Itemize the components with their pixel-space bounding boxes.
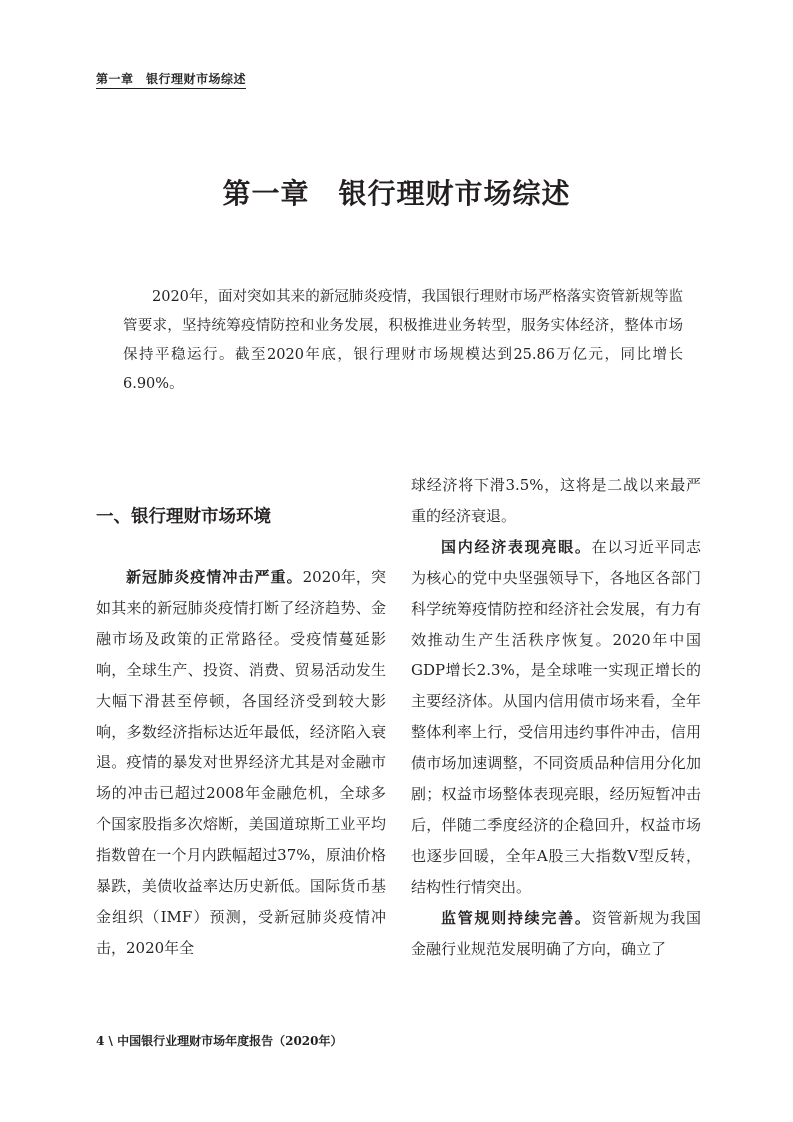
body-column-right <box>411 470 701 965</box>
chapter-title: 第一章 银行理财市场综述 <box>222 177 571 210</box>
paragraph-covid-impact <box>96 562 386 964</box>
paragraph-text: 2020年，突如其来的新冠肺炎疫情打断了经济趋势、金融市场及政策的正常路径。受疫情蔓延影响，全球生产、投资、消费、贸易活动发生大幅下滑甚至停顿，各国经济受到较大影响，多数经济指标达近年最低，经济陷入衰退。疫情的暴发对世界经济尤其是对金融市场的冲击已超过2008年金融危机，全球多个国家股指多次熔断，美国道琼斯工业平均指数曾在一个月内跌幅超过37%，原油价格暴跌，美债收益率达历史新低。国际货币基金组织（IMF）预测，受新冠肺炎疫情冲击，2020年全 <box>96 568 386 957</box>
page-footer: 4 \ 中国银行业理财市场年度报告（2020年） <box>96 1034 343 1048</box>
paragraph-lead: 国内经济表现亮眼。 <box>441 537 592 556</box>
paragraph-text: 资管新规为我国金融行业规范发展明确了方向，确立了 <box>411 908 701 958</box>
paragraph-text: 在以习近平同志为核心的党中央坚强领导下，各地区各部门科学统筹疫情防控和经济社会发展，有力有效推动生产生活秩序恢复。2020年中国GDP增长2.3%，是全球唯一实现正增长的主要经济体。从国内信用债市场来看，全年整体利率上行，受信用违约事件冲击，信用债市场加速调整，不同资质品种信用分化加剧；权益市场整体表现亮眼，经历短暂冲击后，伴随二季度经济的企稳回升，权益市场也逐步回暖，全年A股三大指数V型反转，结构性行情突出。 <box>411 537 701 896</box>
paragraph-regulation <box>411 903 701 965</box>
paragraph-covid-impact-continued: 球经济将下滑3.5%，这将是二战以来最严重的经济衰退。 <box>411 476 701 525</box>
paragraph-domestic-economy <box>411 532 701 903</box>
section-heading: 一、银行理财市场环境 <box>96 507 271 527</box>
paragraph-lead: 监管规则持续完善。 <box>441 908 592 927</box>
running-header: 第一章 银行理财市场综述 <box>96 70 246 89</box>
paragraph-lead: 新冠肺炎疫情冲击严重。 <box>126 568 303 586</box>
body-column-left <box>96 470 386 964</box>
intro-paragraph: 2020年，面对突如其来的新冠肺炎疫情，我国银行理财市场严格落实资管新规等监管要求，坚持统筹疫情防控和业务发展，积极推进业务转型，服务实体经济，整体市场保持平稳运行。截至2020年底，银行理财市场规模达到25.86万亿元，同比增长6.90%。 <box>123 289 683 392</box>
